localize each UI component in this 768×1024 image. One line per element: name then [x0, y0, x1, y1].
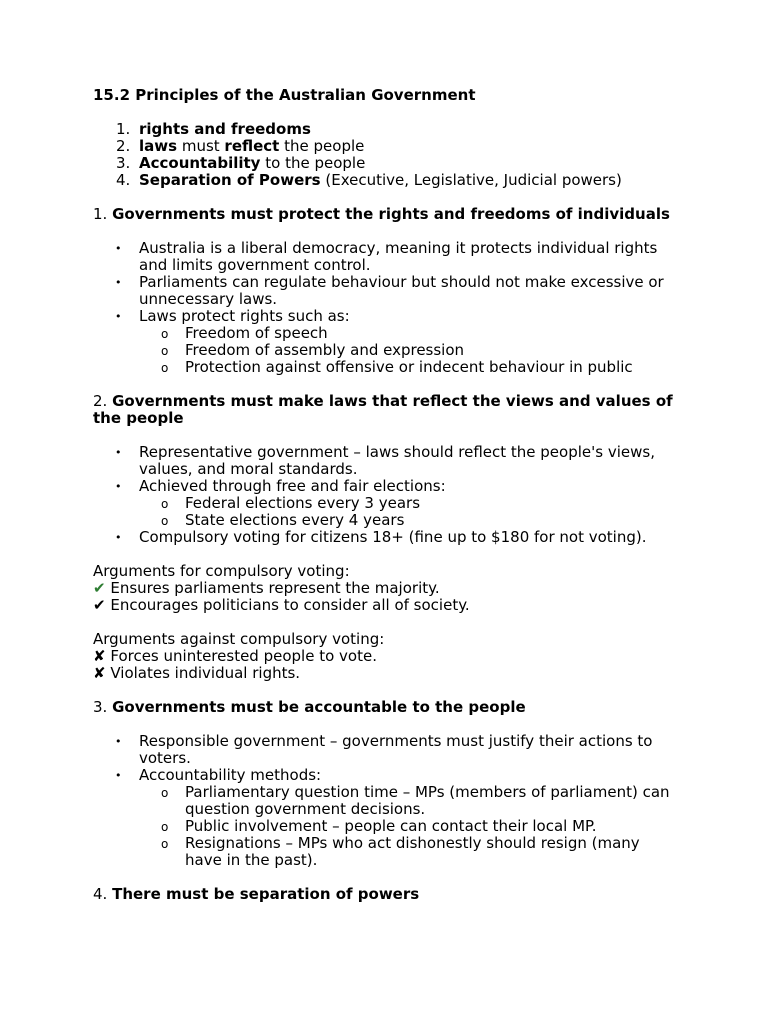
bullet-icon: • — [115, 242, 122, 255]
bullet-icon: • — [115, 735, 122, 748]
argument-text: Forces uninterested people to vote. — [105, 647, 377, 665]
list-item-text: Parliaments can regulate behaviour but should not make excessive or unnecessary laws. — [139, 273, 664, 308]
section-title: There must be separation of powers — [112, 885, 420, 903]
principle-bold: Accountability — [139, 154, 261, 172]
bullet-icon: • — [115, 769, 122, 782]
circle-bullet-icon: o — [161, 786, 169, 800]
principles-list — [93, 121, 693, 189]
principle-bold: laws — [139, 137, 178, 155]
section-title: Governments must make laws that reflect the views and values of the people — [93, 392, 673, 427]
section-number: 1. — [93, 205, 113, 223]
circle-bullet-icon: o — [161, 820, 169, 834]
section-heading — [93, 886, 683, 903]
list-item-text: Accountability methods: — [139, 766, 322, 784]
list-item — [93, 274, 679, 308]
principle-item — [93, 172, 693, 189]
list-item-text: Laws protect rights such as: — [139, 307, 350, 325]
check-icon: ✔ — [93, 596, 106, 614]
circle-bullet-icon: o — [161, 497, 169, 511]
document-title: 15.2 Principles of the Australian Government — [93, 86, 476, 104]
section-number: 4. — [93, 885, 113, 903]
principle-text: must — [177, 137, 225, 155]
sub-list-item-text: Public involvement – people can contact their local MP. — [185, 817, 597, 835]
principle-text: to the people — [260, 154, 366, 172]
principle-item — [93, 138, 693, 155]
circle-bullet-icon: o — [161, 514, 169, 528]
list-item — [93, 240, 679, 274]
bullet-list — [93, 240, 693, 376]
circle-bullet-icon: o — [161, 344, 169, 358]
list-item — [93, 308, 679, 376]
argument-line — [93, 580, 693, 597]
sub-list-item — [139, 342, 679, 359]
principle-bold: rights and freedoms — [139, 120, 311, 138]
arguments-for-block — [93, 563, 693, 614]
list-number: 2. — [116, 137, 131, 155]
sub-list-item-text: Parliamentary question time – MPs (members of parliament) can question government decisions. — [185, 783, 670, 818]
sub-list-item — [139, 325, 679, 342]
sub-list-item-text: Freedom of speech — [185, 324, 328, 342]
sub-list-item-text: Federal elections every 3 years — [185, 494, 421, 512]
list-item-text: Representative government – laws should reflect the people's views, values, and moral standards. — [139, 443, 655, 478]
green-check-icon: ✔ — [93, 579, 106, 597]
cross-icon: ✘ — [93, 664, 106, 682]
sub-list-item-text: State elections every 4 years — [185, 511, 405, 529]
bullet-icon: • — [115, 446, 122, 459]
section-heading — [93, 393, 683, 427]
list-item-text: Australia is a liberal democracy, meaning it protects individual rights and limits government control. — [139, 239, 658, 274]
principle-item — [93, 155, 693, 172]
sub-list-item — [139, 359, 679, 376]
circle-bullet-icon: o — [161, 327, 169, 341]
arguments-against-block — [93, 631, 693, 682]
bullet-icon: • — [115, 276, 122, 289]
arguments-against-label: Arguments against compulsory voting: — [93, 630, 385, 648]
section-heading — [93, 206, 683, 223]
sub-list-item — [139, 835, 679, 869]
principle-bold: Separation of Powers — [139, 171, 321, 189]
list-item-text: Responsible government – governments must justify their actions to voters. — [139, 732, 653, 767]
list-item — [93, 733, 679, 767]
section-title: Governments must be accountable to the people — [112, 698, 526, 716]
bullet-list — [93, 733, 693, 869]
sub-list-item-text: Resignations – MPs who act dishonestly should resign (many have in the past). — [185, 834, 640, 869]
principle-bold: reflect — [224, 137, 280, 155]
arguments-for-label: Arguments for compulsory voting: — [93, 562, 350, 580]
argument-text: Encourages politicians to consider all of society. — [105, 596, 470, 614]
sub-list-item — [139, 495, 679, 512]
argument-text: Ensures parliaments represent the majority. — [105, 579, 440, 597]
circle-bullet-icon: o — [161, 361, 169, 375]
list-number: 1. — [116, 120, 131, 138]
list-item — [93, 767, 679, 869]
bullet-icon: • — [115, 531, 122, 544]
list-item — [93, 478, 679, 529]
sub-list — [139, 784, 679, 869]
sub-list-item — [139, 512, 679, 529]
list-item — [93, 444, 679, 478]
list-number: 3. — [116, 154, 131, 172]
circle-bullet-icon: o — [161, 837, 169, 851]
principle-item — [93, 121, 693, 138]
list-item-text: Achieved through free and fair elections: — [139, 477, 446, 495]
section-heading — [93, 699, 683, 716]
bullet-icon: • — [115, 310, 122, 323]
section-title: Governments must protect the rights and freedoms of individuals — [112, 205, 670, 223]
list-number: 4. — [116, 171, 131, 189]
sub-list — [139, 495, 679, 529]
argument-line — [93, 597, 693, 614]
list-item-text: Compulsory voting for citizens 18+ (fine up to $180 for not voting). — [139, 528, 647, 546]
section-number: 3. — [93, 698, 113, 716]
sub-list — [139, 325, 679, 376]
section-number: 2. — [93, 392, 113, 410]
principle-text: (Executive, Legislative, Judicial powers) — [320, 171, 622, 189]
sub-list-item-text: Freedom of assembly and expression — [185, 341, 465, 359]
cross-icon: ✘ — [93, 647, 106, 665]
principle-text: the people — [279, 137, 365, 155]
bullet-list — [93, 444, 693, 546]
sub-list-item — [139, 818, 679, 835]
sub-list-item-text: Protection against offensive or indecent behaviour in public — [185, 358, 633, 376]
list-item — [93, 529, 679, 546]
argument-line — [93, 665, 693, 682]
sub-list-item — [139, 784, 679, 818]
argument-text: Violates individual rights. — [105, 664, 301, 682]
bullet-icon: • — [115, 480, 122, 493]
document-page — [93, 87, 693, 920]
argument-line — [93, 648, 693, 665]
